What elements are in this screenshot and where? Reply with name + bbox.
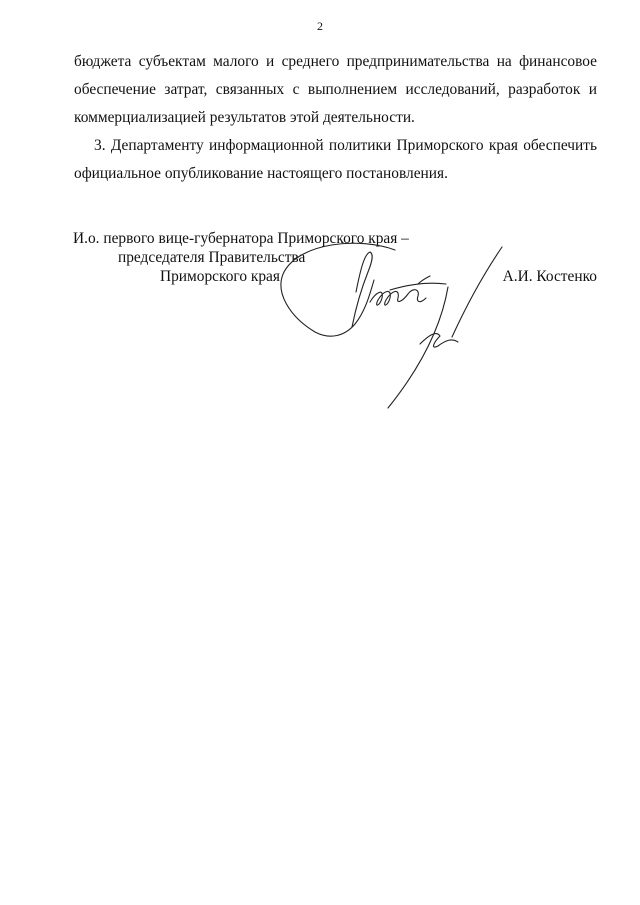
paragraph-item-3: 3. Департаменту информационной политики Приморского края обеспечить официальное опубликование настоящего постановления. <box>74 137 597 182</box>
signatory-title-line-1: И.о. первого вице-губернатора Приморского края – <box>73 230 409 247</box>
signatory-title-line-2: председателя Правительства <box>118 249 306 266</box>
signatory-title-line-3: Приморского края <box>160 268 280 285</box>
document-body <box>74 48 597 188</box>
handwritten-signature <box>270 232 510 412</box>
paragraph-continuation: бюджета субъектам малого и среднего предпринимательства на финансовое обеспечение затрат, связанных с выполнением исследований, разработок и коммерциализацией результатов этой деятельности. <box>74 53 597 126</box>
signatory-name: А.И. Костенко <box>502 268 597 285</box>
page-number: 2 <box>317 19 323 33</box>
